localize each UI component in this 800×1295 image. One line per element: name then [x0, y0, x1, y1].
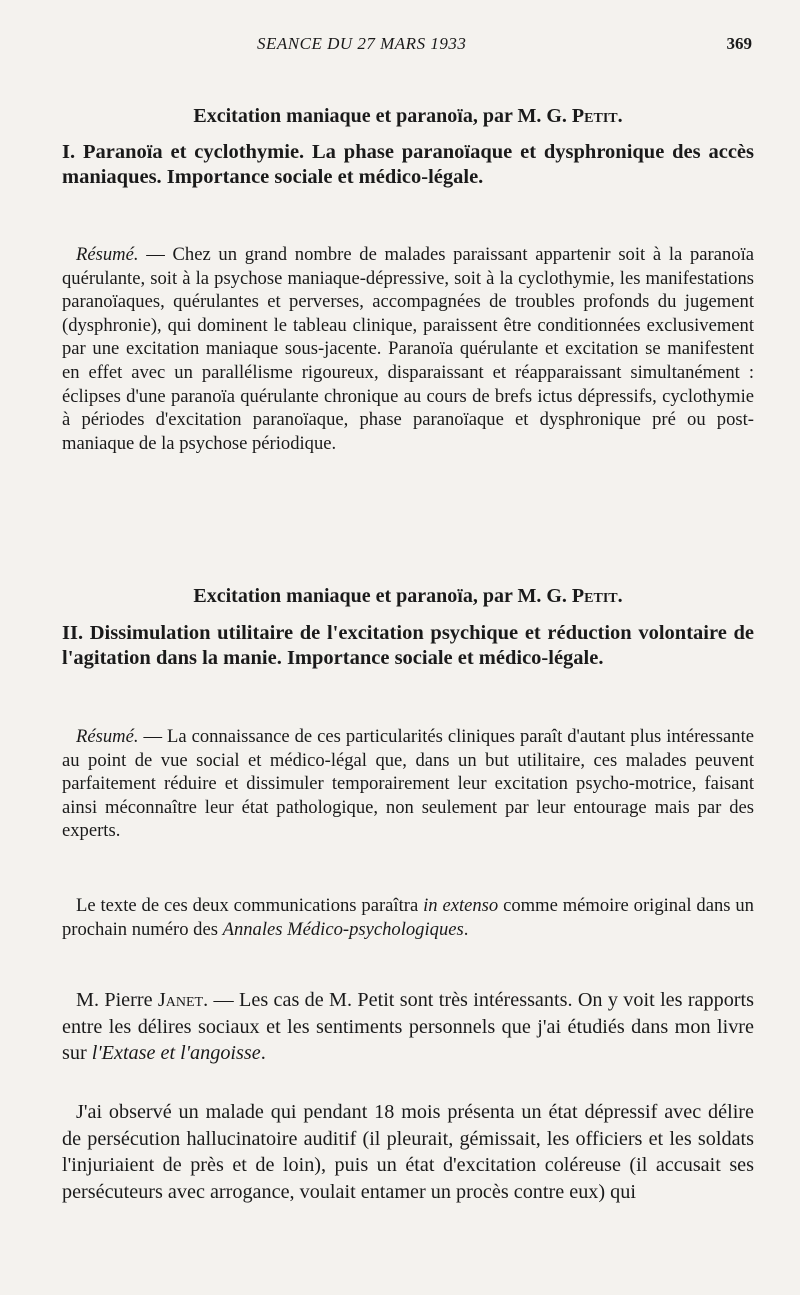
- section2-resume-text: — La connaissance de ces particularités cliniques paraît d'autant plus intéressante au point de vue social et médico-légal que, dans un but utilitaire, ces malades peuvent parfaitement réduire et dissimuler temporairement leur excitation psycho-motrice, faisant ainsi méconnaître leur état pathologique, non seulement par leur entourage mais par des experts.: [62, 726, 754, 842]
- note-italic-in-extenso: in extenso: [423, 895, 499, 916]
- section1-heading-author: Petit.: [571, 105, 623, 127]
- speaker-name: Janet.: [157, 989, 209, 1011]
- section2-heading-text: Excitation maniaque et paranoïa, par M. G.: [193, 585, 572, 607]
- discussion-p1-text-b: .: [260, 1042, 266, 1064]
- section1-resume: [62, 243, 754, 455]
- note-text-a: Le texte de ces deux communications paraîtra: [76, 895, 424, 916]
- running-head: [62, 34, 752, 58]
- section2-subheading: II. Dissimulation utilitaire de l'excitation psychique et réduction volontaire de l'agitation dans la manie. Importance sociale et médico-légale.: [62, 622, 754, 669]
- discussion-paragraph-2: J'ai observé un malade qui pendant 18 mois présenta un état dépressif avec délire de persécution hallucinatoire auditif (il pleurait, gémissait, les officiers et les soldats l'injuriaient de près et de loin), puis un état d'excitation coléreuse (il accusait ses persécuteurs avec arrogance, voulait entamer un procès contre eux) qui: [62, 1101, 754, 1203]
- section1-heading-text: Excitation maniaque et paranoïa, par M. G.: [193, 105, 572, 127]
- section2-heading: [62, 584, 754, 609]
- discussion-p1-text-a: — Les cas de M. Petit sont très intéressants. On y voit les rapports entre les délires sociaux et les sentiments personnels que j'ai étudiés dans mon livre sur: [62, 989, 754, 1064]
- editorial-note: [62, 894, 754, 941]
- section2-heading-author: Petit.: [571, 585, 623, 607]
- note-text-b: comme mémoire original dans un prochain numéro des: [62, 895, 754, 940]
- section2-resume-label: Résumé.: [76, 726, 139, 747]
- section1-subheading: I. Paranoïa et cyclothymie. La phase paranoïaque et dysphronique des accès maniaques. Importance sociale et médico-légale.: [62, 141, 754, 188]
- section1-resume-label: Résumé.: [76, 244, 139, 265]
- section2-resume: [62, 725, 754, 843]
- discussion-paragraph-1: [62, 987, 754, 1067]
- running-head-title: SEANCE DU 27 MARS 1933: [257, 34, 467, 53]
- section1-heading: [62, 104, 754, 129]
- book-title: l'Extase et l'angoisse: [91, 1042, 261, 1064]
- speaker-prefix: M. Pierre: [76, 989, 158, 1011]
- note-text-c: .: [463, 918, 469, 940]
- section1-resume-text: — Chez un grand nombre de malades paraissant appartenir soit à la paranoïa quérulante, soit à la psychose maniaque-dépressive, soit à la cyclothymie, les manifestations paranoïaques, quérulantes et perverses, accompagnées de troubles profonds du jugement (dysphronie), qui dominent le tableau clinique, paraissent être conditionnées exclusivement par une excitation maniaque sous-jacente. Paranoïa quérulante et excitation se manifestent en effet avec un parallélisme rigoureux, disparaissant et réapparaissant simultanément : éclipses d'une paranoïa quérulante chronique au cours de brefs ictus dépressifs, cyclothymie à périodes d'excitation paranoïaque, phase paranoïaque et dysphronique pré ou post-maniaque de la psychose périodique.: [62, 244, 754, 454]
- note-italic-journal: Annales Médico-psychologiques: [222, 918, 464, 940]
- page-number: 369: [726, 34, 752, 53]
